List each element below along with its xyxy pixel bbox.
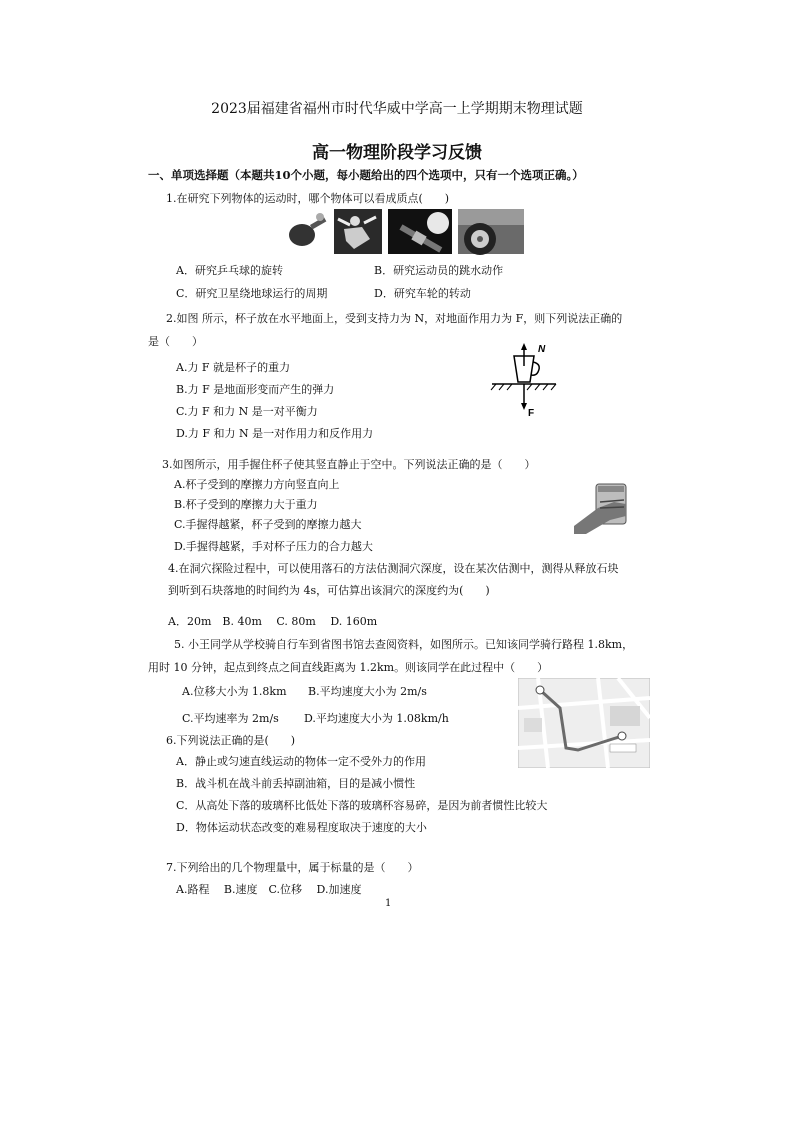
question-1-option-c: C．研究卫星绕地球运行的周期 bbox=[176, 287, 328, 300]
question-5-option-a: A.位移大小为 1.8km bbox=[182, 685, 287, 698]
question-2-option-b: B.力 F 是地面形变而产生的弹力 bbox=[176, 383, 335, 396]
question-6-option-a: A．静止或匀速直线运动的物体一定不受外力的作用 bbox=[176, 755, 426, 768]
question-2-stem-line1: 2.如图 所示，杯子放在水平地面上，受到支持力为 N，对地面作用力为 F，则下列说法正确的 bbox=[166, 312, 623, 325]
question-1-figures bbox=[280, 209, 524, 255]
label-n: N bbox=[538, 344, 546, 355]
question-3-stem: 3.如图所示，用手握住杯子使其竖直静止于空中。下列说法正确的是（ ） bbox=[162, 458, 536, 471]
diver-figure bbox=[334, 209, 382, 254]
question-4-stem-line1: 4.在洞穴探险过程中，可以使用落石的方法估测洞穴深度，设在某次估测中，测得从释放石块 bbox=[168, 562, 619, 575]
question-3-option-c: C.手握得越紧，杯子受到的摩擦力越大 bbox=[174, 518, 362, 531]
cup-force-diagram bbox=[488, 340, 560, 420]
question-7-stem: 7.下列给出的几个物理量中，属于标量的是（ ） bbox=[166, 861, 419, 874]
question-3-option-b: B.杯子受到的摩擦力大于重力 bbox=[174, 498, 318, 511]
question-2-option-d: D.力 F 和力 N 是一对作用力和反作用力 bbox=[176, 427, 374, 440]
page-title: 高一物理阶段学习反馈 bbox=[312, 143, 482, 163]
question-7-options: A.路程 B.速度 C.位移 D.加速度 bbox=[176, 883, 362, 896]
question-6-option-c: C．从高处下落的玻璃杯比低处下落的玻璃杯容易碎，是因为前者惯性比较大 bbox=[176, 799, 548, 812]
question-6-option-b: B．战斗机在战斗前丢掉副油箱，目的是减小惯性 bbox=[176, 777, 416, 790]
route-map-figure bbox=[518, 678, 650, 768]
question-1-stem: 1.在研究下列物体的运动时，哪个物体可以看成质点( ) bbox=[166, 192, 450, 205]
question-1-option-d: D．研究车轮的转动 bbox=[374, 287, 471, 300]
satellite-figure bbox=[388, 209, 452, 254]
question-5-option-d: D.平均速度大小为 1.08km/h bbox=[304, 712, 449, 725]
section-heading: 一、单项选择题（本题共10个小题，每小题给出的四个选项中，只有一个选项正确。） bbox=[148, 168, 584, 182]
question-6-option-d: D．物体运动状态改变的难易程度取决于速度的大小 bbox=[176, 821, 427, 834]
question-5-option-c: C.平均速率为 2m/s bbox=[182, 712, 279, 725]
question-1-option-a: A．研究乒乓球的旋转 bbox=[176, 264, 283, 277]
question-1-option-b: B．研究运动员的跳水动作 bbox=[374, 264, 504, 277]
question-5-option-b: B.平均速度大小为 2m/s bbox=[308, 685, 427, 698]
question-5-stem-line1: 5. 小王同学从学校骑自行车到省图书馆去查阅资料，如图所示。已知该同学骑行路程 1.8km， bbox=[174, 638, 634, 651]
question-5-stem-line2: 用时 10 分钟，起点到终点之间直线距离为 1.2km。则该同学在此过程中（ ） bbox=[148, 661, 549, 674]
question-3-option-d: D.手握得越紧，手对杯子压力的合力越大 bbox=[174, 540, 373, 553]
label-f: F bbox=[528, 408, 535, 419]
question-2-option-c: C.力 F 和力 N 是一对平衡力 bbox=[176, 405, 318, 418]
source-title: 2023届福建省福州市时代华威中学高一上学期期末物理试题 bbox=[211, 101, 583, 117]
question-4-stem-line2: 到听到石块落地的时间约为 4s，可估算出该洞穴的深度约为( ) bbox=[168, 584, 490, 597]
question-2-option-a: A.力 F 就是杯子的重力 bbox=[176, 361, 291, 374]
wheel-figure bbox=[458, 209, 524, 255]
question-3-option-a: A.杯子受到的摩擦力方向竖直向上 bbox=[174, 478, 340, 491]
hand-holding-cup-figure bbox=[574, 480, 632, 534]
question-6-stem: 6.下列说法正确的是( ) bbox=[166, 734, 296, 747]
question-4-options: A．20m B. 40m C. 80m D. 160m bbox=[168, 615, 378, 628]
question-2-stem-line2: 是（ ） bbox=[148, 335, 203, 348]
page-number: 1 bbox=[385, 898, 392, 909]
ping-pong-figure bbox=[289, 213, 326, 246]
